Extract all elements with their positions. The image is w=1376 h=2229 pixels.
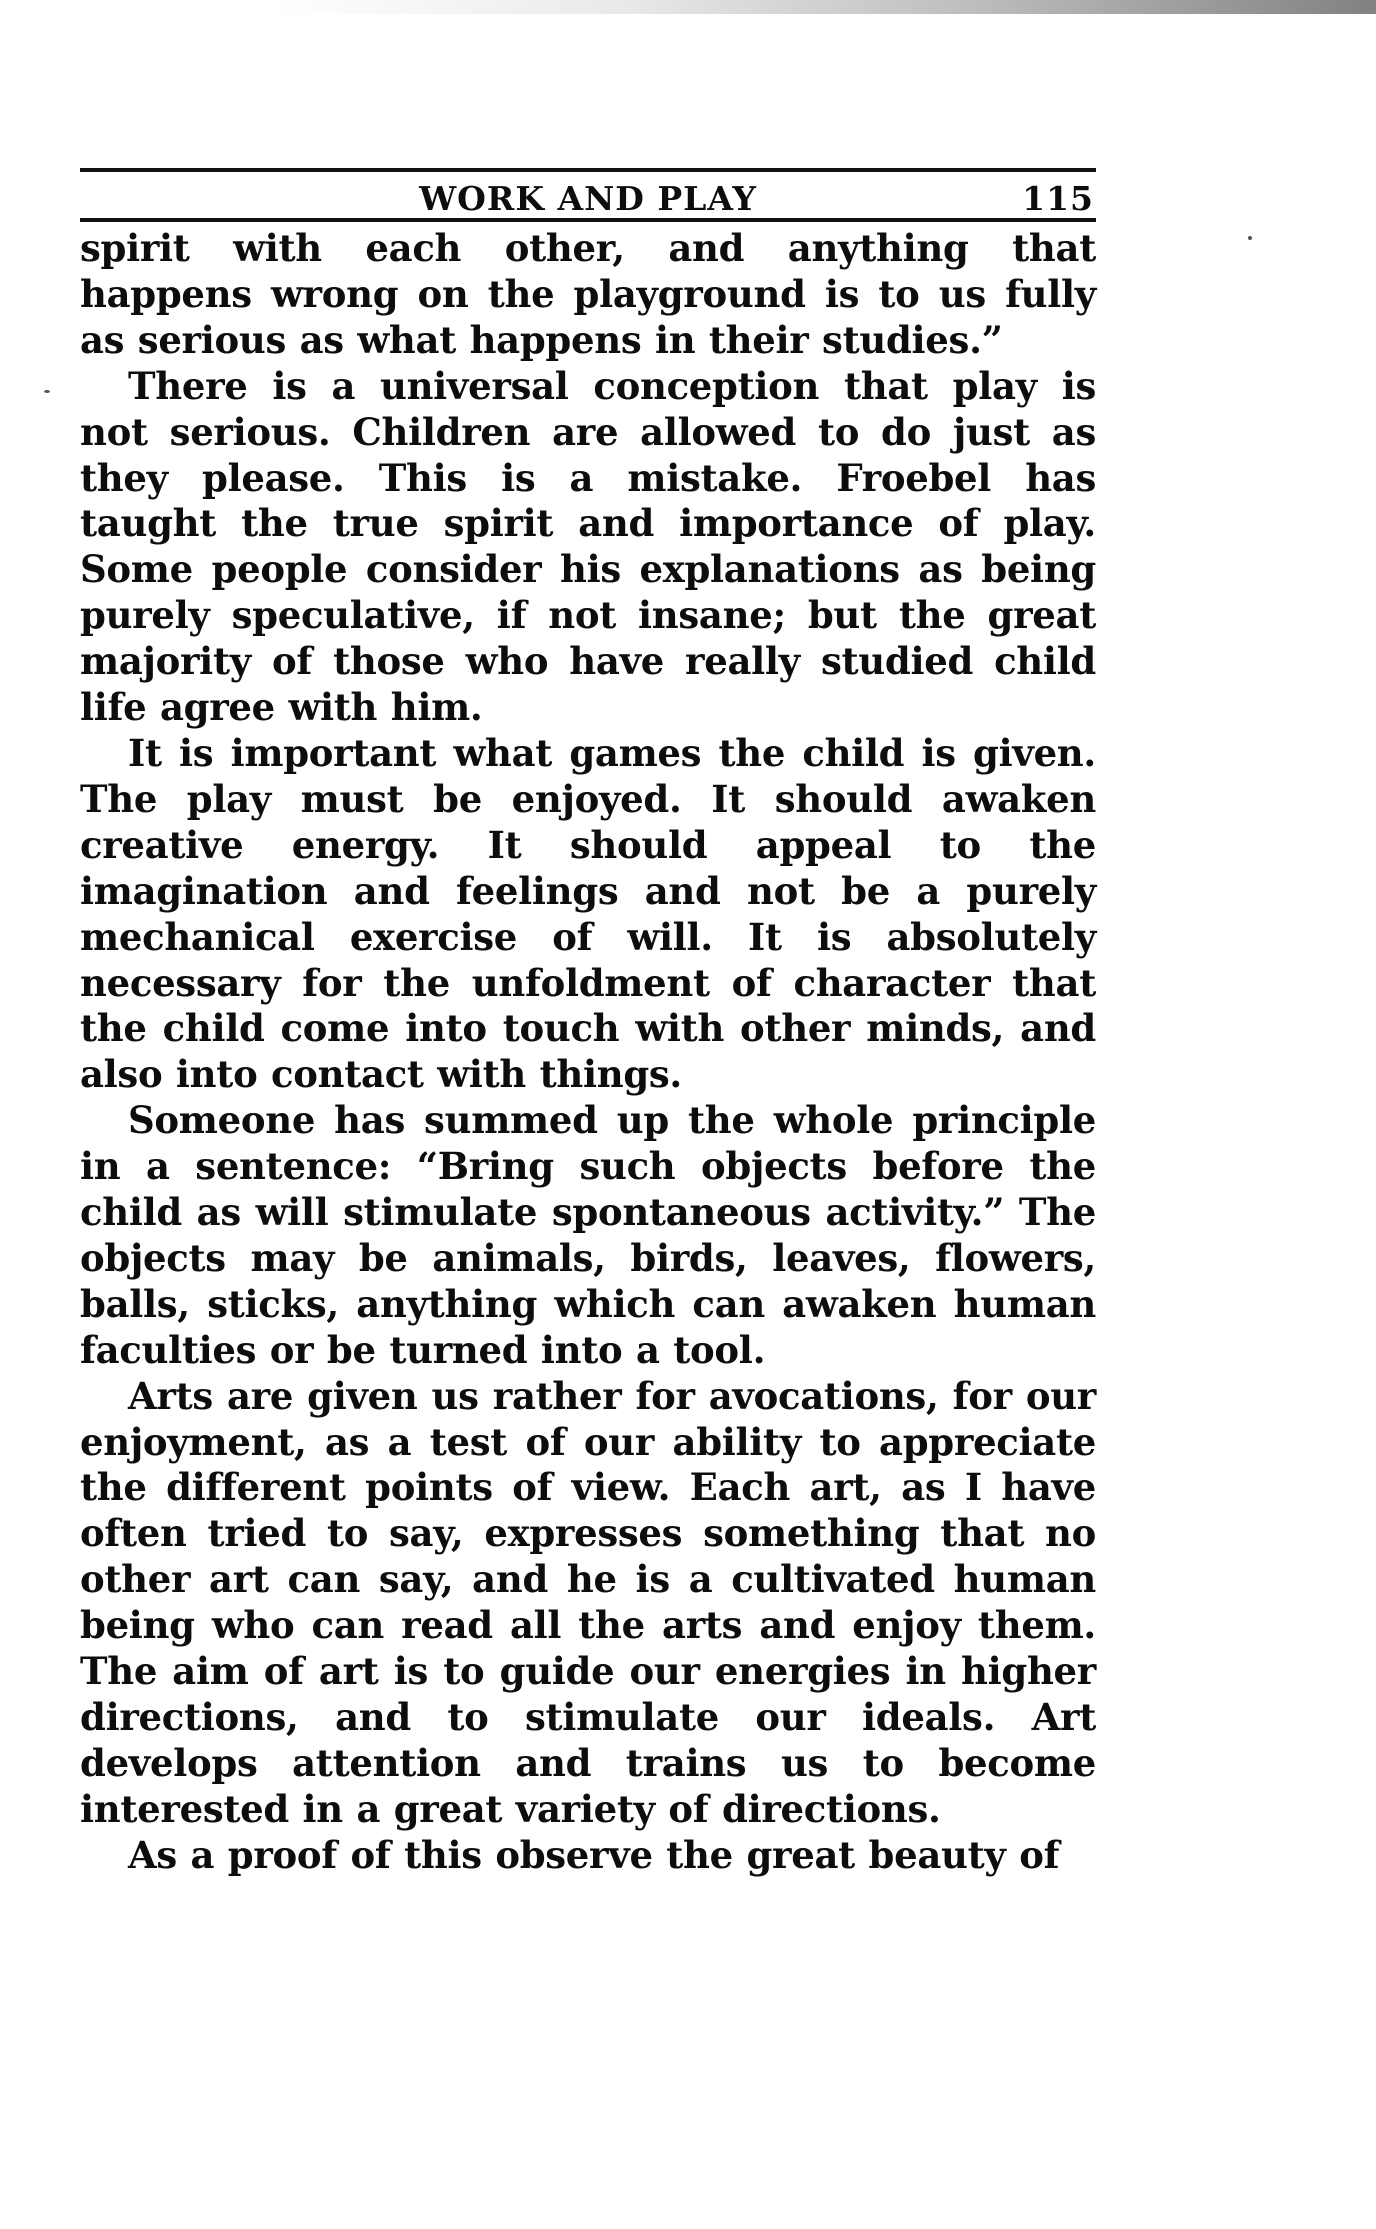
paragraph: There is a universal conception that play is not serious. Children are allowed to do just as they please. This is a mistake. Froebel has taught the true spirit and importance of play. Some people consider his explanations as being purely speculative, if not insane; but the great majority of those who have really studied child life agree with him. [80, 363, 1096, 730]
paragraph: spirit with each other, and anything that happens wrong on the playground is to us fully as serious as what happens in their studies.” [80, 226, 1096, 362]
scan-speck [1248, 236, 1252, 240]
header-bottom-rule [80, 218, 1096, 222]
page-number: 115 [1022, 179, 1094, 218]
running-title: WORK AND PLAY [419, 179, 757, 218]
paragraph: Someone has summed up the whole principle in a sentence: “Bring such objects before the child as will stimulate spontaneous activity.” The objects may be animals, birds, leaves, flowers, balls, sticks, anything which can awaken human faculties or be turned into a tool. [80, 1098, 1096, 1372]
paragraph: Arts are given us rather for avocations, for our enjoyment, as a test of our ability to appreciate the different points of view. Each art, as I have often tried to say, expresses something that no other art can say, and he is a cultivated human being who can read all the arts and enjoy them. The aim of art is to guide our energies in higher directions, and to stimulate our ideals. Art develops attention and trains us to become interested in a great variety of directions. [80, 1373, 1096, 1831]
paragraph: It is important what games the child is given. The play must be enjoyed. It should awaken creative energy. It should appeal to the imagination and feelings and not be a purely mechanical exercise of will. It is absolutely necessary for the unfoldment of character that the child come into touch with other minds, and also into contact with things. [80, 730, 1096, 1097]
scan-speck [44, 390, 50, 393]
body-text [80, 226, 1096, 1879]
paragraph: As a proof of this observe the great beauty of [128, 1832, 1060, 1877]
scan-top-edge [0, 0, 1376, 14]
book-page [80, 168, 1096, 1879]
running-header [80, 172, 1096, 218]
